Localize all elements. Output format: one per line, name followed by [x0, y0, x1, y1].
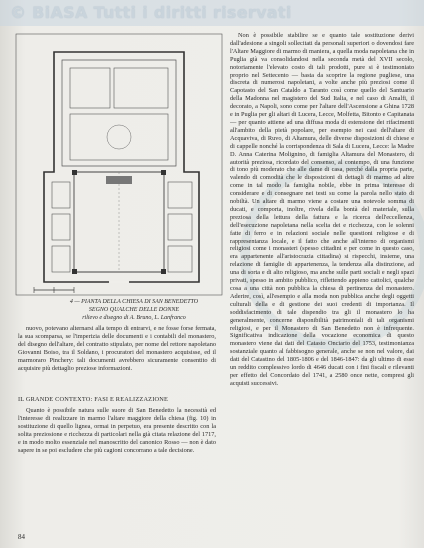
caption-line-3: rilievo e disegno di A. Bruno, L. Lanfranco	[82, 315, 186, 321]
left-column-top	[18, 325, 216, 395]
right-column	[230, 32, 414, 527]
section-heading: IL GRANDE CONTEXTO: FASI E REALIZZAZIONE	[18, 396, 169, 403]
paragraph: Quanto è possibile natura sulle suore di San Benedetto la necessità ed l'interesse di realizzare in marmo l'altare maggiore della chiesa (fig. 10) in sostituzione di quello lignea, ormai in perpetuo, era presente descritto con la solita preziosione e ricchezza di particolari nella già citata relazione del 1717, e in modo molto essenziale nel manoscritto del canonico Rosso — non è dato sapere in se poi escludere che più cagioni concorrano a tale decisione.	[18, 407, 216, 454]
paragraph: Non è possibile stabilire se e quanto tale sostituzione derivi dall'adesione a singoli sollecitati da personali superiori o dovendosi fare l'Altare Maggiore di marmo di maniera, a quella moda napoletana che in Puglia già va consolidandosi nella seconda metà del XVII secolo, notoriamente l'elevato costo di tali prodotti, pure si è testimoniato proprio nel Settecento — basta da scoprire la regione pugliese, una discreta di numerosi napoletani, a volte anche più preziosi come il Capotasto del San Cataldo a Taranto così come quello del Santuario della Madonna nel magistero del Sud Italia, e nel caso di Amalfi, il decorato, a Napoli, sono come per l'altare dell'Ascensione a Ghina 1728 e in Puglia per gli altari di Lucera, Lecce, Molfetta, Bitonto e Capitanata — per quanto attiene ad una diffusa moda di estensione dei rifacimenti all'ambito della pietà popolare, per esempio nei casi dell'altare di Acquaviva, di Ruvo, di Altamura, delle diverse disposizioni di chiese e di cappelle nonché la corrispondenza di Sala di Lucera, Lecce: la Madre D. Anna Caterina Molignino, di famiglia Altamura del Monastero, di autorità preziosa, ricordato del consenso, al contempo, di una funzione di tono più moderato che alle dame di casa, perché dalla propria parte, valendo di comodità che le disposizioni di dettagli di marmo ad altre come in tal modo la famiglia nobile, ebbe in prima interesse di considerare e di consegnare nei testi su come la parola nello stato di nobiltà. Un altare di marmo viene a costare una notevole somma di ducati, e comporta, inoltre, rivela della bontà del materiale, sulla preziosa della lettura della fattura e la ricerca dell'eccellenza, dell'esecuzione napoletana nella scelta dei e ricchezza, con le solenni fatte di ferro e in relazioni sociale nelle questioni religiose e di rappresentanza locale, e il fatto che anche all'interno di organismi religiosi come i monasteri (spesso cittadini e per come in questo caso, era appartenente all'aristocrazia cittadina) si rispecchi, insieme, una relazione di famiglie di appartenenza, la tendenza alla distinzione, ad una di sorta e di alto religioso, ma anche sulle parti sociali e negli spazi privati, spesso in ambito pubblico, riflettendo appieno cattolici, qualche cosa a una città non pubblica la chiesa di pertinenza del monastero. Aderire, così, all'esempio e alla moda non pubblica anche degli oggetti culturali della e di gestione dei suoi credenti di importanza. Il soddisfacimento di tale dispendio tra gli il monastero lo ha generalmente, concerne disponibilità patrimoniali di tali organismi religiosi, e per il Monastero di San Benedetto non è infrequente. Significativa indicazione della vocazione economica di questo monastero viene dai dati del Catasto Onciario del 1753, testimonianza sostanziale quanto al fabbisogno generale, anche se non nel valore, dai dati del Catastino del 1805-1806 e del 1846-1847: da gli ultimo di esse un reddito complessivo lordo di 4646 ducati con i fini fiscali e rilevanti per effetto del Concordato del 1741, a 2580 once nette, compresi gli acquisti successivi.	[230, 32, 414, 387]
church-floor-plan-figure	[14, 32, 224, 297]
caption-line-2: SEGNO QUALCHE DELLE DONNE	[88, 307, 180, 313]
paragraph: nuovo, potevano alternarsi alla tempo di entrarvi, e ne fosse forse fermata, la sua scomparsa, se l'imperizia delle documenti e i contabili del monastero, del disegno dell'altare, del contratto stipulato, per nome del rettore napoletano Giovanni Boiso, tra il Soldano, i procuratori del monastero acquisisse, ed il marmoraro Pinchery: tali documenti avrebbero sicuramente consentito di acquisire più dettaglio preziose informazioni.	[18, 325, 216, 372]
page-number: 84	[18, 533, 25, 541]
figure-caption	[44, 298, 224, 322]
banner-text: © BiASA Tutti i diritti riservati	[10, 3, 292, 22]
left-column-bottom	[18, 407, 216, 527]
watermark-banner	[0, 0, 424, 26]
caption-line-1: 4 — PIANTA DELLA CHIESA DI SAN BENEDETTO	[69, 299, 199, 305]
